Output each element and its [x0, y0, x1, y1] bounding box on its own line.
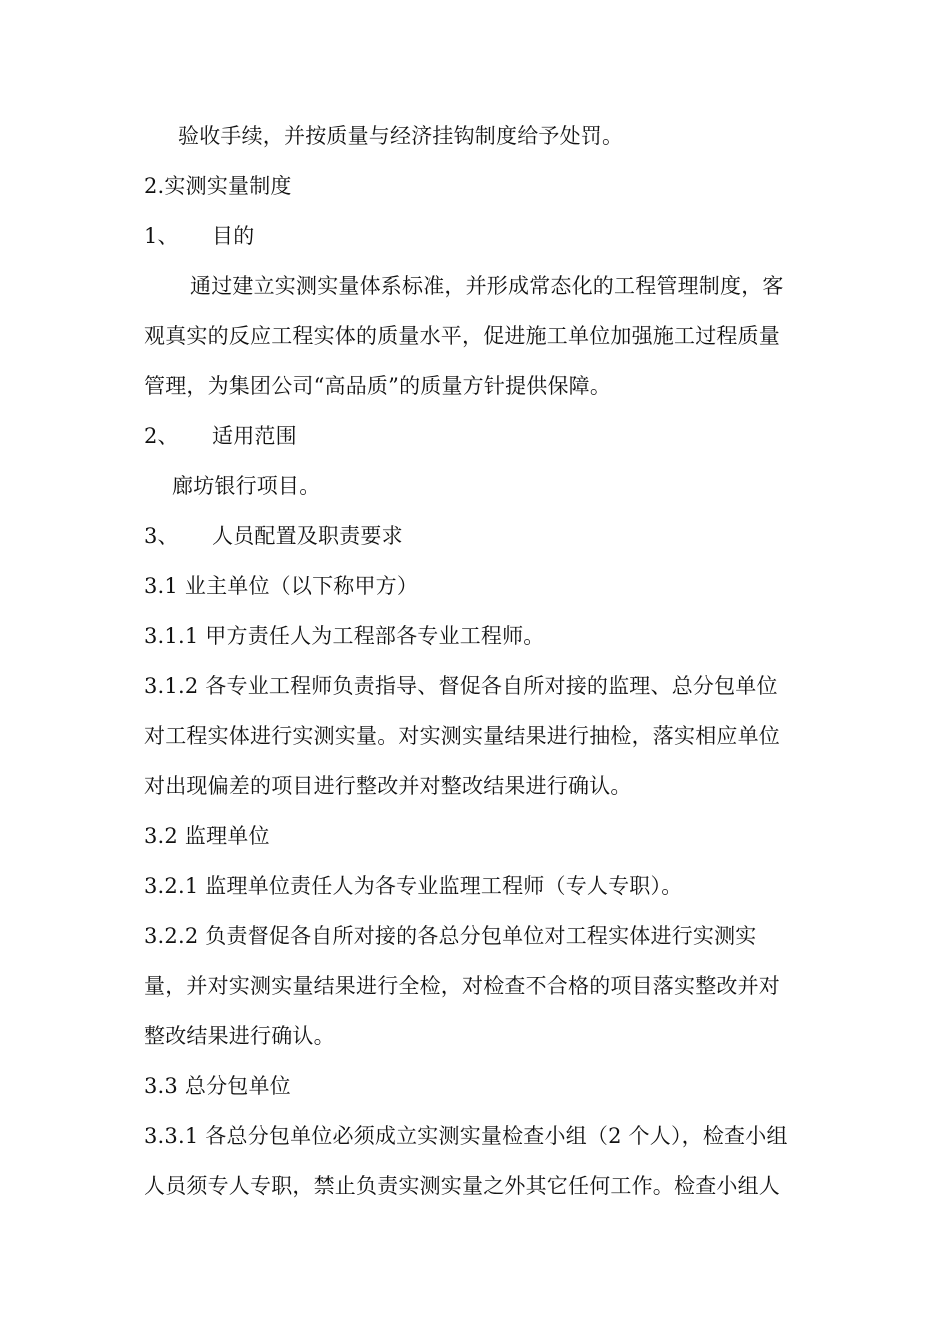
- paragraph-line: 3.1.2 各专业工程师负责指导、督促各自所对接的监理、总分包单位: [144, 674, 778, 698]
- subsection-title: 3.2 监理单位: [144, 824, 270, 848]
- paragraph-line: 管理，为集团公司“高品质”的质量方针提供保障。: [144, 374, 612, 398]
- subsection-title: 3.1 业主单位（以下称甲方）: [144, 574, 419, 598]
- paragraph-line: 廊坊银行项目。: [172, 474, 321, 498]
- paragraph-line: 3.3.1 各总分包单位必须成立实测实量检查小组（2 个人），检查小组: [144, 1124, 788, 1148]
- paragraph-line: 量，并对实测实量结果进行全检，对检查不合格的项目落实整改并对: [144, 974, 780, 998]
- paragraph-line: 3.2.1 监理单位责任人为各专业监理工程师（专人专职）。: [144, 874, 683, 898]
- heading-number: 3、: [144, 524, 179, 548]
- section-title: 2.实测实量制度: [144, 174, 292, 198]
- heading-3: [144, 522, 403, 550]
- paragraph-line: 通过建立实测实量体系标准，并形成常态化的工程管理制度，客: [190, 274, 784, 298]
- paragraph-line: 观真实的反应工程实体的质量水平，促进施工单位加强施工过程质量: [144, 324, 780, 348]
- subsection-title: 3.3 总分包单位: [144, 1074, 291, 1098]
- paragraph-line: 对出现偏差的项目进行整改并对整改结果进行确认。: [144, 774, 632, 798]
- heading-number: 2、: [144, 424, 179, 448]
- paragraph-line: 对工程实体进行实测实量。对实测实量结果进行抽检，落实相应单位: [144, 724, 780, 748]
- paragraph-line: 3.1.1 甲方责任人为工程部各专业工程师。: [144, 624, 545, 648]
- paragraph-line: 验收手续，并按质量与经济挂钩制度给予处罚。: [178, 124, 624, 148]
- heading-text: 适用范围: [212, 424, 297, 448]
- paragraph-line: 人员须专人专职，禁止负责实测实量之外其它任何工作。检查小组人: [144, 1174, 780, 1198]
- heading-text: 人员配置及职责要求: [212, 524, 403, 548]
- heading-number: 1、: [144, 224, 179, 248]
- heading-2: [144, 422, 297, 450]
- heading-1: [144, 222, 254, 250]
- heading-text: 目的: [212, 224, 255, 248]
- paragraph-line: 3.2.2 负责督促各自所对接的各总分包单位对工程实体进行实测实: [144, 924, 757, 948]
- paragraph-line: 整改结果进行确认。: [144, 1024, 335, 1048]
